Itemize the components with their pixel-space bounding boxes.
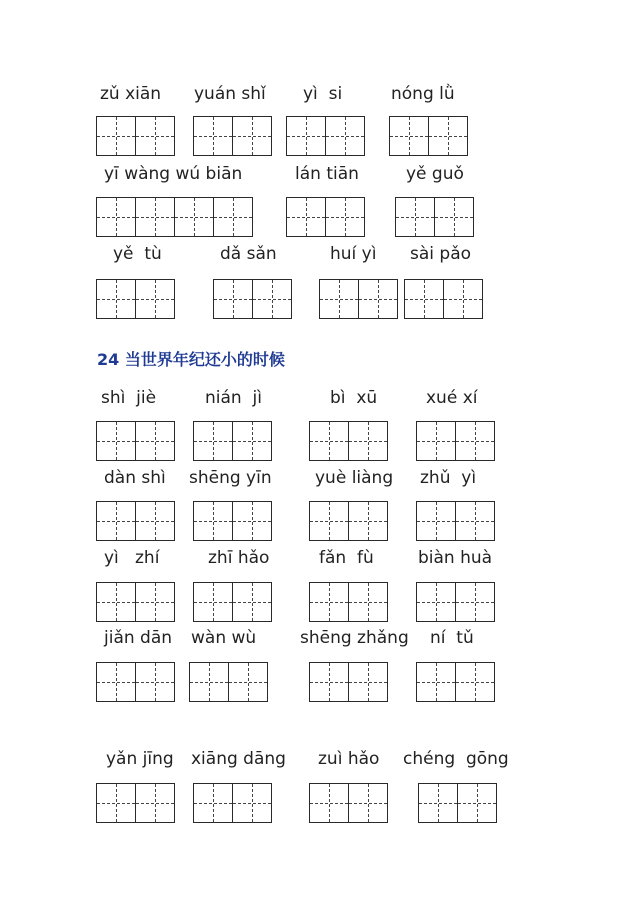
pinyin-label: ní tǔ	[430, 628, 474, 648]
pinyin-label: zhī hǎo	[208, 548, 270, 568]
pinyin-label: yì zhí	[104, 548, 160, 568]
writing-grid	[96, 582, 175, 622]
character-cell[interactable]	[325, 117, 364, 155]
pinyin-label: bì xū	[330, 388, 378, 408]
character-cell[interactable]	[174, 198, 213, 236]
writing-grid	[309, 421, 388, 461]
character-cell[interactable]	[232, 422, 271, 460]
writing-grid	[286, 197, 365, 237]
writing-grid	[416, 421, 495, 461]
writing-grid	[389, 116, 468, 156]
character-cell[interactable]	[97, 784, 135, 822]
character-cell[interactable]	[135, 198, 174, 236]
character-cell[interactable]	[135, 280, 174, 318]
section-title: 24 当世界年纪还小的时候	[97, 350, 285, 369]
character-cell[interactable]	[97, 280, 135, 318]
pinyin-label: xué xí	[426, 388, 478, 408]
character-cell[interactable]	[396, 198, 434, 236]
pinyin-label: yì si	[303, 84, 343, 104]
pinyin-label: yuán shǐ	[194, 84, 266, 104]
character-cell[interactable]	[228, 663, 267, 701]
character-cell[interactable]	[348, 422, 387, 460]
pinyin-label: zuì hǎo	[318, 749, 380, 769]
character-cell[interactable]	[310, 583, 348, 621]
character-cell[interactable]	[135, 784, 174, 822]
character-cell[interactable]	[135, 502, 174, 540]
pinyin-label: wàn wù	[191, 628, 257, 648]
pinyin-label: xiāng dāng	[191, 749, 286, 769]
writing-grid	[193, 783, 272, 823]
writing-grid	[416, 501, 495, 541]
pinyin-label: shēng zhǎng	[300, 628, 409, 648]
character-cell[interactable]	[455, 583, 494, 621]
character-cell[interactable]	[194, 502, 232, 540]
character-cell[interactable]	[443, 280, 482, 318]
character-cell[interactable]	[194, 583, 232, 621]
character-cell[interactable]	[135, 583, 174, 621]
character-cell[interactable]	[434, 198, 473, 236]
pinyin-label: nóng lǜ	[391, 84, 455, 104]
character-cell[interactable]	[405, 280, 443, 318]
character-cell[interactable]	[287, 198, 325, 236]
writing-grid	[189, 662, 268, 702]
character-cell[interactable]	[232, 784, 271, 822]
writing-grid	[96, 197, 253, 237]
character-cell[interactable]	[455, 502, 494, 540]
pinyin-label: yī wàng wú biān	[104, 164, 243, 184]
pinyin-label: nián jì	[205, 388, 262, 408]
character-cell[interactable]	[310, 663, 348, 701]
writing-grid	[96, 501, 175, 541]
pinyin-label: shì jiè	[101, 388, 157, 408]
writing-grid	[309, 501, 388, 541]
character-cell[interactable]	[194, 784, 232, 822]
character-cell[interactable]	[455, 422, 494, 460]
character-cell[interactable]	[194, 117, 232, 155]
character-cell[interactable]	[97, 583, 135, 621]
character-cell[interactable]	[97, 663, 135, 701]
writing-grid	[96, 783, 175, 823]
character-cell[interactable]	[97, 198, 135, 236]
character-cell[interactable]	[417, 583, 455, 621]
character-cell[interactable]	[417, 502, 455, 540]
writing-grid	[309, 582, 388, 622]
writing-grid	[416, 662, 495, 702]
character-cell[interactable]	[194, 422, 232, 460]
character-cell[interactable]	[348, 663, 387, 701]
writing-grid	[193, 421, 272, 461]
writing-grid	[395, 197, 474, 237]
writing-grid	[96, 662, 175, 702]
character-cell[interactable]	[310, 784, 348, 822]
character-cell[interactable]	[214, 280, 252, 318]
pinyin-label: zhǔ yì	[420, 468, 477, 488]
writing-grid	[213, 279, 292, 319]
character-cell[interactable]	[417, 663, 455, 701]
character-cell[interactable]	[348, 502, 387, 540]
pinyin-label: jiǎn dān	[104, 628, 173, 648]
writing-grid	[193, 582, 272, 622]
pinyin-label: dǎ sǎn	[220, 244, 277, 264]
character-cell[interactable]	[325, 198, 364, 236]
character-cell[interactable]	[419, 784, 457, 822]
character-cell[interactable]	[252, 280, 291, 318]
pinyin-label: huí yì	[330, 244, 377, 264]
character-cell[interactable]	[390, 117, 428, 155]
writing-grid	[418, 783, 497, 823]
character-cell[interactable]	[417, 422, 455, 460]
character-cell[interactable]	[97, 117, 135, 155]
writing-grid	[96, 116, 175, 156]
writing-grid	[309, 662, 388, 702]
character-cell[interactable]	[455, 663, 494, 701]
pinyin-label: yě guǒ	[406, 164, 464, 184]
pinyin-label: sài pǎo	[410, 244, 472, 264]
character-cell[interactable]	[232, 117, 271, 155]
writing-grid	[309, 783, 388, 823]
pinyin-label: yǎn jīng	[106, 749, 174, 769]
pinyin-label: dàn shì	[104, 468, 166, 488]
pinyin-label: biàn huà	[418, 548, 493, 568]
pinyin-label: chéng gōng	[403, 749, 509, 769]
character-cell[interactable]	[232, 502, 271, 540]
pinyin-label: yuè liàng	[315, 468, 394, 488]
character-cell[interactable]	[428, 117, 467, 155]
writing-grid	[193, 116, 272, 156]
pinyin-label: lán tiān	[295, 164, 359, 184]
character-cell[interactable]	[135, 663, 174, 701]
character-cell[interactable]	[135, 117, 174, 155]
writing-grid	[96, 279, 175, 319]
character-cell[interactable]	[287, 117, 325, 155]
character-cell[interactable]	[97, 422, 135, 460]
writing-grid	[193, 501, 272, 541]
pinyin-label: fǎn fù	[319, 548, 374, 568]
character-cell[interactable]	[358, 280, 397, 318]
character-cell[interactable]	[348, 784, 387, 822]
character-cell[interactable]	[348, 583, 387, 621]
character-cell[interactable]	[213, 198, 252, 236]
writing-grid	[319, 279, 398, 319]
character-cell[interactable]	[232, 583, 271, 621]
writing-grid	[96, 421, 175, 461]
character-cell[interactable]	[135, 422, 174, 460]
character-cell[interactable]	[310, 502, 348, 540]
writing-grid	[404, 279, 483, 319]
pinyin-label: shēng yīn	[189, 468, 272, 488]
character-cell[interactable]	[190, 663, 228, 701]
character-cell[interactable]	[97, 502, 135, 540]
character-cell[interactable]	[310, 422, 348, 460]
pinyin-label: zǔ xiān	[100, 84, 162, 104]
character-cell[interactable]	[320, 280, 358, 318]
character-cell[interactable]	[457, 784, 496, 822]
pinyin-label: yě tù	[113, 244, 162, 264]
writing-grid	[286, 116, 365, 156]
writing-grid	[416, 582, 495, 622]
